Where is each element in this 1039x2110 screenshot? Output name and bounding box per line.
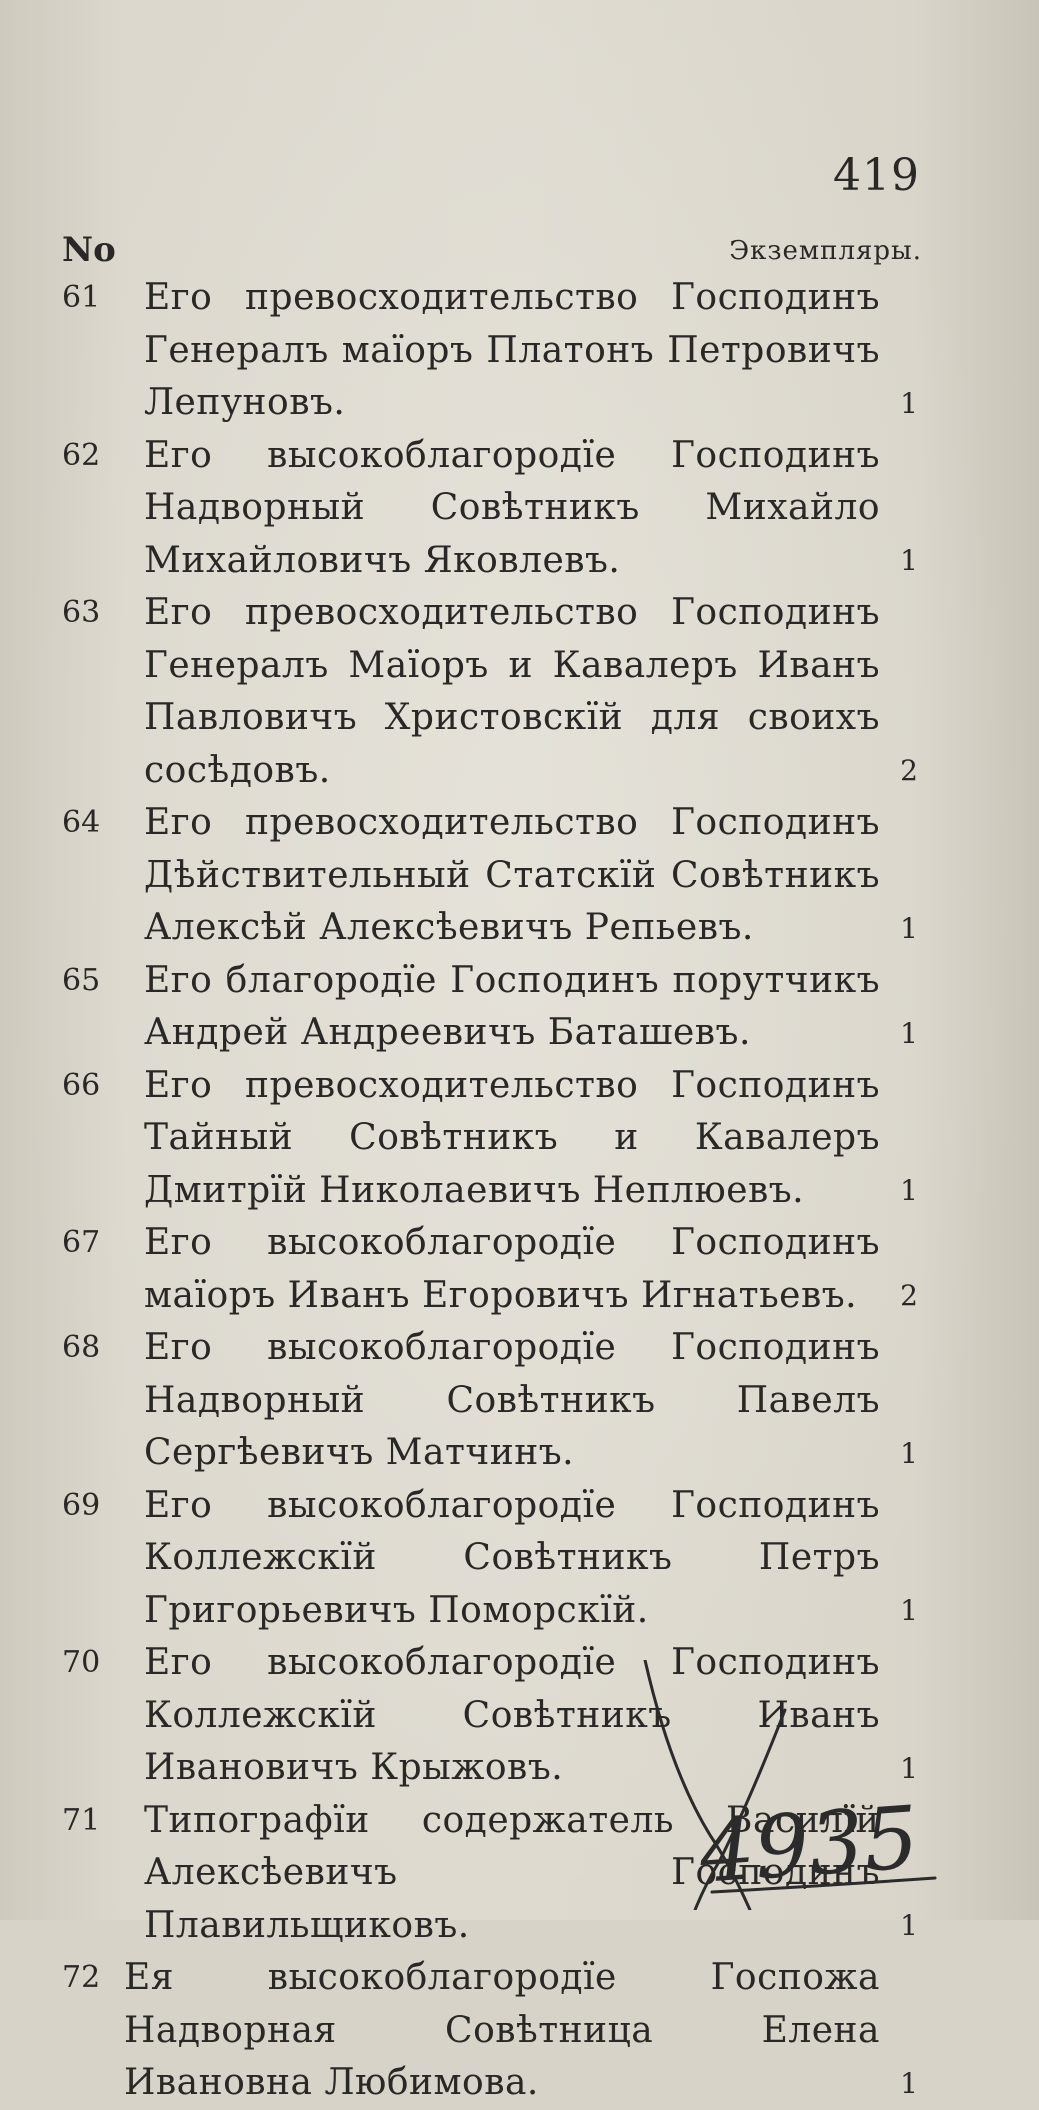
- entry-text: Типографїи содержатель Василїй Алексѣевичъ Господинъ Плавильщиковъ.: [144, 1799, 880, 1946]
- list-item: [62, 1060, 924, 1218]
- entry-copies: 1: [900, 1016, 918, 1050]
- number-column-header: No: [62, 230, 116, 270]
- entry-number: 64: [62, 805, 101, 840]
- page-number: 419: [833, 150, 920, 201]
- list-item: [62, 587, 924, 797]
- entry-text: Его благородїе Господинъ порутчикъ Андрей Андреевичъ Баташевъ.: [144, 959, 880, 1053]
- list-item: [62, 1480, 924, 1638]
- entry-number: 70: [62, 1645, 101, 1680]
- entry-number: 61: [62, 280, 101, 315]
- list-item: [62, 1217, 924, 1322]
- entry-copies: 1: [900, 2066, 918, 2100]
- list-item: [62, 1322, 924, 1480]
- entry-number: 71: [62, 1802, 101, 1838]
- entry-text: Его превосходительство Господинъ Тайный Совѣтникъ и Кавалеръ Дмитрїй Николаевичъ Неплюевъ.: [144, 1064, 880, 1211]
- entry-copies: 1: [900, 386, 918, 420]
- entry-number: 72: [62, 1960, 101, 1995]
- entry-text: Его превосходительство Господинъ Генералъ маїоръ Платонъ Петровичъ Лепуновъ.: [144, 277, 880, 423]
- entry-number: 65: [62, 962, 101, 998]
- entry-copies: 1: [900, 1751, 918, 1785]
- entry-number: 69: [62, 1487, 101, 1523]
- entry-copies: 2: [900, 1279, 918, 1312]
- entry-copies: 1: [900, 911, 918, 945]
- list-item: [62, 272, 924, 430]
- entry-number: 62: [62, 437, 101, 473]
- entry-text: Его превосходительство Господинъ Генералъ Маїоръ и Кавалеръ Иванъ Павловичъ Христовскїй для своихъ сосѣдовъ.: [144, 592, 880, 791]
- annotation-number: 4935: [696, 1787, 922, 1903]
- copies-column-header: Экземпляры.: [729, 236, 922, 266]
- list-item: [62, 955, 924, 1060]
- entry-text: Его высокоблагородїе Господинъ маїоръ Иванъ Егоровичъ Игнатьевъ.: [144, 1222, 880, 1316]
- entry-number: 66: [62, 1067, 101, 1103]
- entry-text: Ея высокоблагородїе Госпожа Надворная Совѣтница Елена Ивановна Любимова.: [124, 1957, 880, 2103]
- entry-number: 68: [62, 1330, 101, 1365]
- handwritten-annotation: [600, 1660, 960, 1910]
- entry-copies: 1: [900, 1174, 918, 1207]
- entry-number: 63: [62, 595, 101, 630]
- entry-copies: 1: [900, 1909, 918, 1942]
- list-item: [62, 1952, 924, 2110]
- entry-text: Его высокоблагородїе Господинъ Надворный Совѣтникъ Михайло Михайловичъ Яковлевъ.: [144, 434, 880, 581]
- list-item: [62, 797, 924, 955]
- entry-text: Его высокоблагородїе Господинъ Надворный Совѣтникъ Павелъ Сергѣевичъ Матчинъ.: [144, 1327, 880, 1473]
- entry-copies: 1: [900, 1594, 918, 1627]
- entry-copies: 2: [900, 754, 918, 787]
- entry-text: Его превосходительство Господинъ Дѣйствительный Статскїй Совѣтникъ Алексѣй Алексѣевичъ Репьевъ.: [144, 802, 880, 948]
- entry-copies: 1: [900, 544, 918, 577]
- entry-number: 67: [62, 1225, 101, 1260]
- list-item: [62, 430, 924, 588]
- entry-text: Его высокоблагородїе Господинъ Коллежскїй Совѣтникъ Иванъ Ивановичъ Крыжовъ.: [144, 1642, 880, 1788]
- entry-text: Его высокоблагородїе Господинъ Коллежскїй Совѣтникъ Петръ Григорьевичъ Поморскїй.: [144, 1484, 880, 1631]
- entry-copies: 1: [900, 1436, 918, 1470]
